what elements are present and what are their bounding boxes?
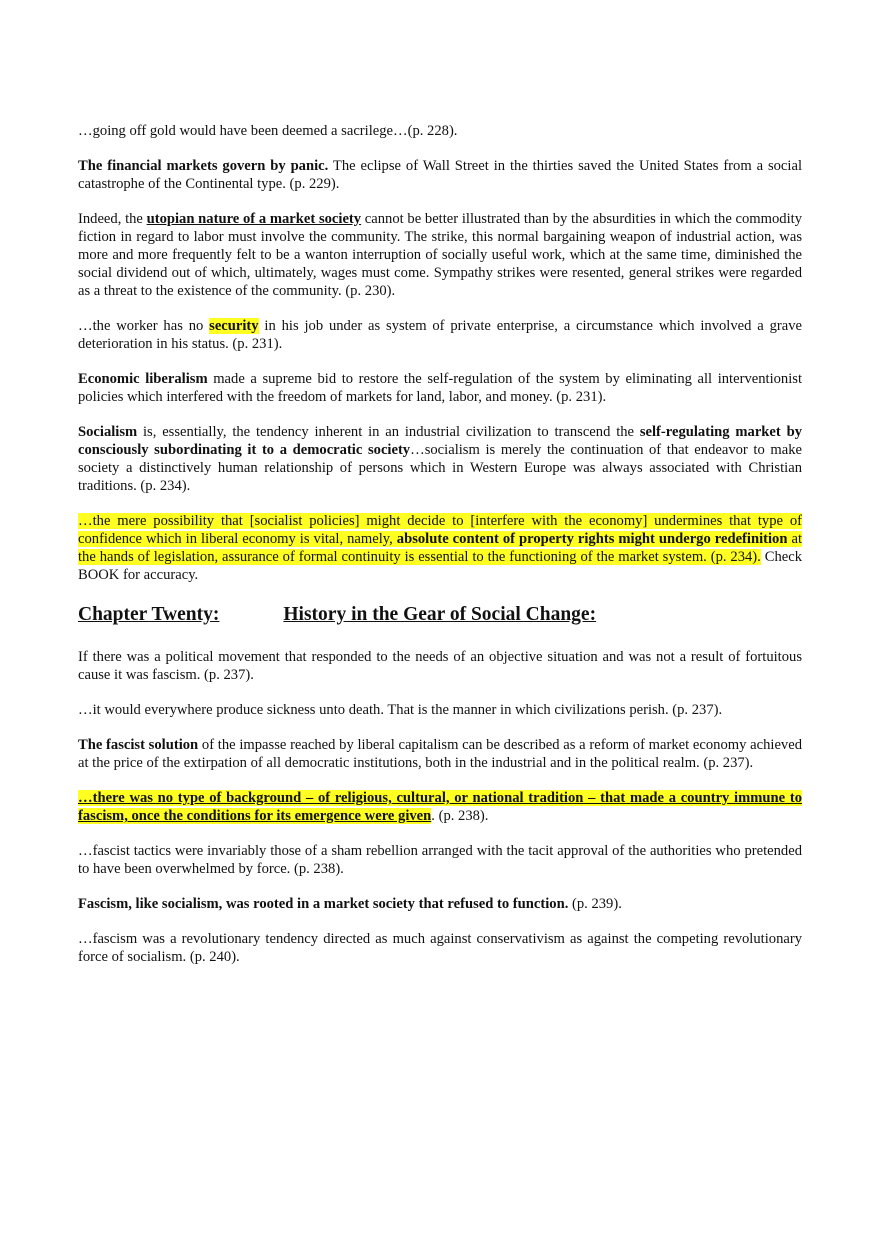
- quote-text: …it would everywhere produce sickness unto death. That is the manner in which civilizations perish. (p. 237).: [78, 702, 723, 718]
- quote-text: …going off gold would have been deemed a sacrilege…(p. 228).: [78, 123, 458, 139]
- quote-p240: [78, 930, 802, 966]
- quote-text: (p. 239).: [568, 896, 622, 912]
- quote-bold-underlined: utopian nature of a market society: [146, 211, 362, 227]
- quote-p230: [78, 210, 802, 300]
- quote-p231-security: [78, 317, 802, 353]
- document-body: [78, 122, 802, 983]
- quote-text: If there was a political movement that responded to the needs of an objective situation and was not a result of fortuitous cause it was fascism. (p. 237).: [78, 649, 802, 683]
- quote-bold: Fascism, like socialism, was rooted in a market society that refused to function.: [78, 896, 569, 912]
- highlight-text: …the mere possibility that [socialist policies] might decide to [interfere with the economy] undermines that type of confidence which in liberal economy is vital, namely,: [78, 513, 802, 547]
- quote-p234-socialism: [78, 423, 802, 495]
- highlight-bold: absolute content of property rights might undergo redefinition: [396, 531, 788, 547]
- quote-text: The eclipse of Wall Street in the thirties saved the United States from a social catastrophe of the Continental type. (p. 229).: [78, 158, 803, 192]
- quote-text: in his job under as system of private enterprise, a circumstance which involved a grave deterioration in his status. (p. 231).: [78, 318, 802, 352]
- quote-bold: Economic liberalism: [78, 371, 208, 387]
- highlight-text: at the hands of legislation, assurance of formal continuity is essential to the functioning of the market system. (p. 234).: [78, 531, 803, 565]
- quote-p234-confidence: [78, 512, 802, 584]
- quote-p237-sickness: [78, 701, 802, 719]
- quote-bold: self-regulating market by consciously subordinating it to a democratic society: [78, 424, 802, 458]
- highlight-bold-underlined: …there was no type of background – of religious, cultural, or national tradition – that made a country immune to fascism, once the conditions for its emergence were given: [78, 790, 802, 824]
- quote-bold: Socialism: [78, 424, 138, 440]
- quote-p229: [78, 157, 802, 193]
- quote-p228: [78, 122, 802, 140]
- quote-p239: [78, 895, 802, 913]
- chapter-label: Chapter Twenty:: [78, 604, 220, 625]
- quote-text: Check BOOK for accuracy.: [78, 549, 803, 583]
- quote-text: Indeed, the: [78, 211, 147, 227]
- quote-text: …the worker has no: [78, 318, 210, 334]
- quote-p237-movement: [78, 648, 802, 684]
- quote-p238-immune: [78, 789, 802, 825]
- quote-text: is, essentially, the tendency inherent in an industrial civilization to transcend the: [137, 424, 640, 440]
- quote-p238-tactics: [78, 842, 802, 878]
- quote-text: made a supreme bid to restore the self-regulation of the system by eliminating all interventionist policies which interfered with the freedom of markets for land, labor, and money. (p. 231).: [78, 371, 803, 405]
- quote-text: …fascist tactics were invariably those of a sham rebellion arranged with the tacit approval of the authorities who pretended to have been overwhelmed by force. (p. 238).: [78, 843, 802, 877]
- quote-bold: The fascist solution: [78, 737, 199, 753]
- quote-bold: The financial markets govern by panic.: [78, 158, 329, 174]
- quote-text: of the impasse reached by liberal capitalism can be described as a reform of market economy achieved at the price of the extirpation of all democratic institutions, both in the industrial and in the political realm. (p. 237).: [78, 737, 802, 771]
- quote-text: cannot be better illustrated than by the absurdities in which the commodity fiction in regard to labor must involve the community. The strike, this normal bargaining weapon of industrial action, was more and more frequently felt to be a wanton interruption of socially useful work, which at the same time, diminished the social dividend out of which, ultimately, wages must come. Sympathy strikes were resented, general strikes were regarded as a threat to the existence of the community. (p. 230).: [78, 211, 802, 299]
- quote-p237-fascist-solution: [78, 736, 802, 772]
- quote-text: …socialism is merely the continuation of that endeavor to make society a distinctively human relationship of persons which in Western Europe was always associated with Christian traditions. (p. 234).: [78, 442, 802, 494]
- chapter-heading: [78, 604, 802, 626]
- quote-text: …fascism was a revolutionary tendency directed as much against conservativism as against the competing revolutionary force of socialism. (p. 240).: [78, 931, 802, 965]
- quote-p231-liberalism: [78, 370, 802, 406]
- quote-text: . (p. 238).: [431, 808, 489, 824]
- highlight-bold: security: [209, 318, 259, 334]
- chapter-title: History in the Gear of Social Change:: [283, 604, 597, 625]
